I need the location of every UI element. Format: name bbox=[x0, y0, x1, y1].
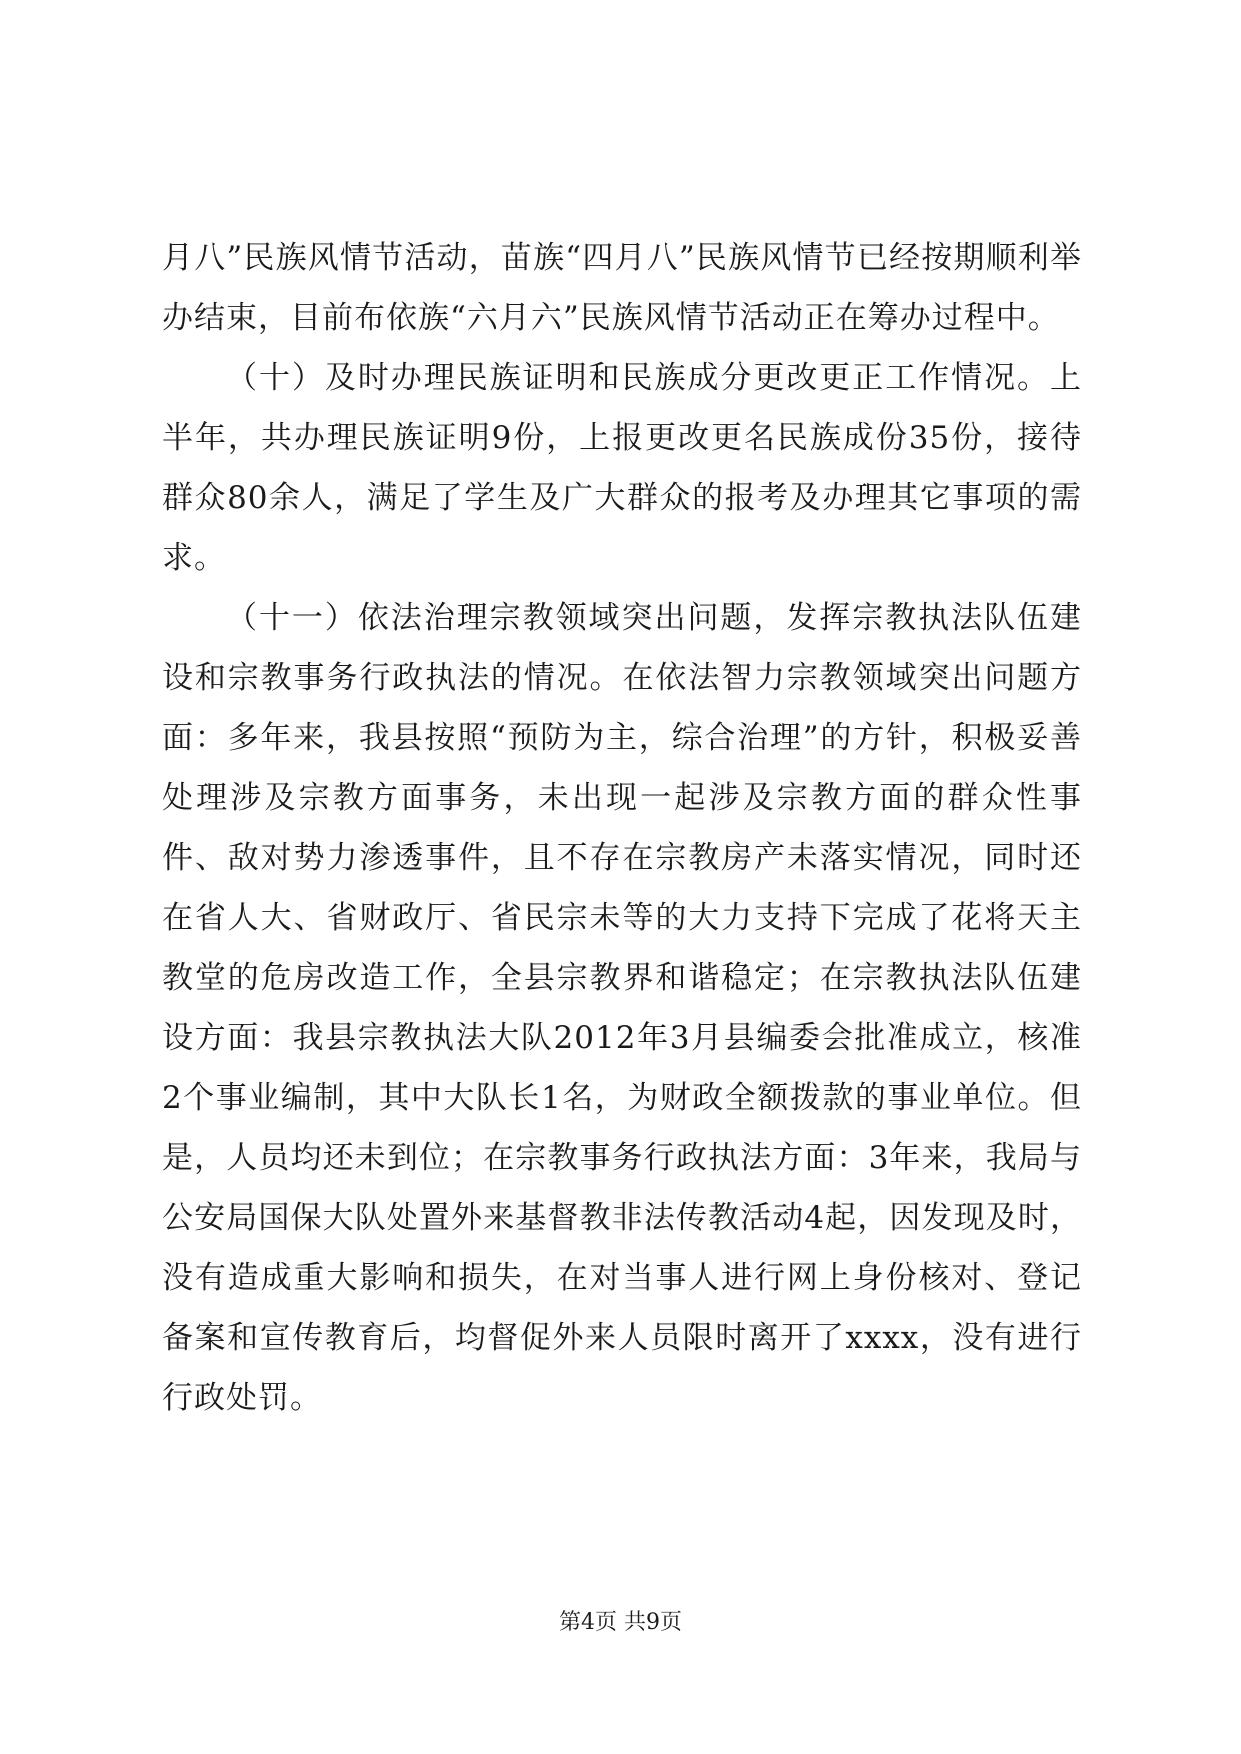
paragraph-section-11: （十一）依法治理宗教领域突出问题，发挥宗教执法队伍建设和宗教事务行政执法的情况。在依法智力宗教领域突出问题方面：多年来，我县按照“预防为主，综合治理”的方针，积极妥善处理涉及宗教方面事务，未出现一起涉及宗教方面的群众性事件、敌对势力渗透事件，且不存在宗教房产未落实情况，同时还在省人大、省财政厅、省民宗未等的大力支持下完成了花将天主教堂的危房改造工作，全县宗教界和谐稳定；在宗教执法队伍建设方面：我县宗教执法大队2012年3月县编委会批准成立，核准2个事业编制，其中大队长1名，为财政全额拨款的事业单位。但是，人员均还未到位；在宗教事务行政执法方面：3年来，我局与公安局国保大队处置外来基督教非法传教活动4起，因发现及时，没有造成重大影响和损失，在对当事人进行网上身份核对、登记备案和宣传教育后，均督促外来人员限时离开了xxxx，没有进行行政处罚。 bbox=[162, 600, 1082, 1416]
paragraph-section-10: （十）及时办理民族证明和民族成分更改更正工作情况。上半年，共办理民族证明9份，上报更改更名民族成份35份，接待群众80余人，满足了学生及广大群众的报考及办理其它事项的需求。 bbox=[162, 360, 1082, 576]
page-footer: 第4页 共9页 bbox=[559, 1610, 682, 1635]
paragraph-continuation: 月八”民族风情节活动，苗族“四月八”民族风情节已经按期顺利举办结束，目前布依族“六月六”民族风情节活动正在筹办过程中。 bbox=[162, 240, 1082, 336]
document-body bbox=[162, 228, 1082, 1428]
